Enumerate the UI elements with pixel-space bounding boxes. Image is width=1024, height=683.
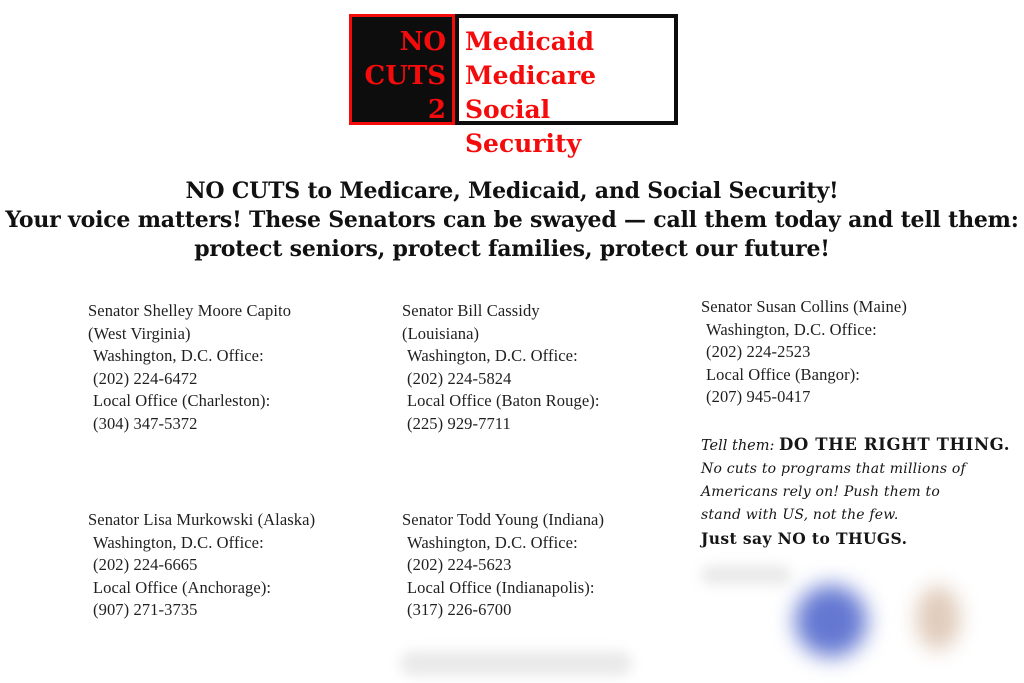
message-closing-bold: Just say NO to THUGS. <box>701 529 908 548</box>
message-lead-italic: Tell them: <box>701 438 780 454</box>
headline-line: Your voice matters! These Senators can be swayed — call them today and tell them: <box>5 207 1019 233</box>
senator-name-line: Senator Susan Collins (Maine) <box>701 297 907 316</box>
senator-phone: (304) 347-5372 <box>93 413 198 433</box>
senator-block-capito <box>88 300 291 435</box>
senator-phone: (907) 271-3735 <box>93 600 198 619</box>
message-italic-line: Americans rely on! Push them to <box>701 484 941 500</box>
senator-phone: (317) 226-6700 <box>407 600 512 619</box>
no-cuts-2-logo <box>349 14 678 158</box>
logo-right-line: Social Security <box>465 95 582 158</box>
senator-office-label: Local Office (Charleston): <box>93 391 271 410</box>
message-lead-bold: DO THE RIGHT THING. <box>779 435 1011 454</box>
message-italic-line: No cuts to programs that millions of <box>701 461 966 477</box>
senator-phone: (202) 224-5623 <box>407 555 512 574</box>
senator-block-cassidy <box>402 300 600 435</box>
senator-phone: (202) 224-2523 <box>706 342 811 361</box>
headline <box>0 177 1024 264</box>
logo-right-panel <box>455 14 678 158</box>
senator-name-line: Senator Bill Cassidy <box>402 301 540 320</box>
logo-left-line: 2 <box>427 95 446 125</box>
senator-name-line: (West Virginia) <box>88 323 191 343</box>
message-italic-line: stand with US, not the few. <box>701 507 899 523</box>
senator-name-line: Senator Todd Young (Indiana) <box>402 510 605 529</box>
call-to-action-message <box>701 433 1011 550</box>
senator-phone: (225) 929-7711 <box>407 413 511 433</box>
headline-line: NO CUTS to Medicare, Medicaid, and Social Security! <box>185 178 839 204</box>
senator-block-young <box>402 509 604 622</box>
senator-phone: (202) 224-5824 <box>407 368 512 388</box>
senator-block-collins <box>701 296 907 409</box>
logo-right-line: Medicaid <box>465 27 594 56</box>
redacted-text-blur-small <box>701 565 791 585</box>
redacted-text-blur-bottom <box>400 651 632 676</box>
blurred-blue-circle-logo <box>795 585 867 657</box>
senator-phone: (202) 224-6472 <box>93 368 198 388</box>
senator-office-label: Local Office (Indianapolis): <box>407 577 595 597</box>
senator-office-label: Washington, D.C. Office: <box>93 346 264 365</box>
senator-office-label: Washington, D.C. Office: <box>93 532 264 552</box>
logo-left-panel <box>349 14 455 125</box>
senator-name-line: Senator Lisa Murkowski (Alaska) <box>88 510 316 529</box>
logo-left-line: CUTS <box>364 61 446 91</box>
senator-phone: (202) 224-6665 <box>93 555 198 574</box>
senator-office-label: Washington, D.C. Office: <box>407 532 578 552</box>
message-lead-line <box>701 433 1011 458</box>
logo-right-line: Medicare <box>465 61 597 90</box>
senator-name-line: Senator Shelley Moore Capito <box>88 301 292 320</box>
senator-name-line: (Louisiana) <box>402 323 480 343</box>
senator-office-label: Local Office (Bangor): <box>706 364 860 384</box>
logo-left-line: NO <box>399 27 446 57</box>
senator-office-label: Local Office (Baton Rouge): <box>407 391 600 410</box>
senator-phone: (207) 945-0417 <box>706 387 811 406</box>
senator-office-label: Washington, D.C. Office: <box>706 319 877 339</box>
senator-office-label: Washington, D.C. Office: <box>407 346 578 365</box>
blurred-tan-image <box>916 586 960 650</box>
headline-line: protect seniors, protect families, protect our future! <box>194 236 830 262</box>
senator-office-label: Local Office (Anchorage): <box>93 577 272 597</box>
senator-block-murkowski <box>88 509 315 622</box>
